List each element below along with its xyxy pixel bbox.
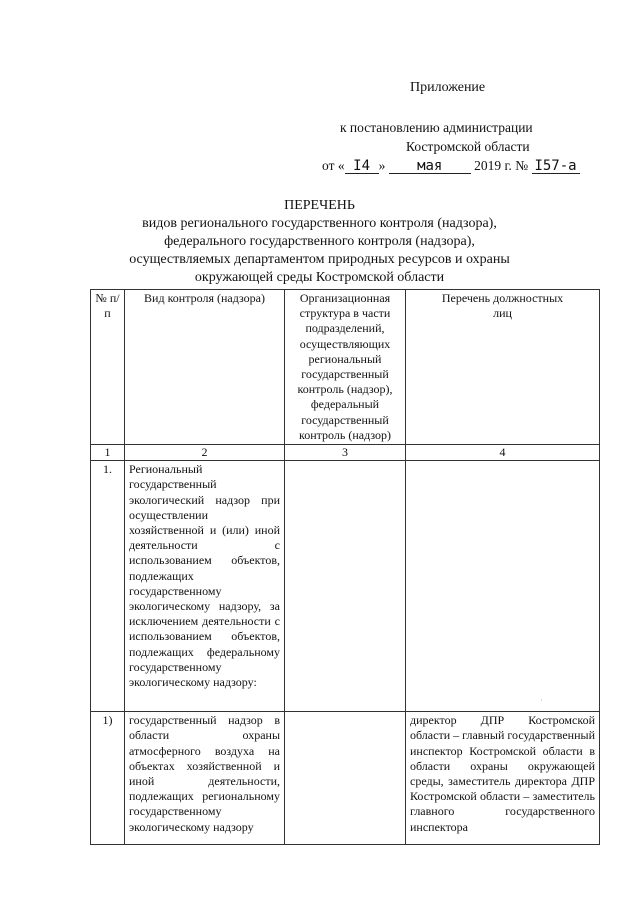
column-number-4: 4 <box>406 445 600 461</box>
row-officials <box>406 461 600 712</box>
row-officials: директор ДПР Костромской области – главный государственный инспектор Костромской области в области охраны окружающей среды, заместитель директора ДПР Костромской области – заместитель главного государственного инспектора <box>406 712 600 845</box>
row-number: 1) <box>91 712 125 845</box>
document-subtitle-line4: окружающей среды Костромской области <box>194 270 445 285</box>
resolution-date-line <box>322 158 580 174</box>
date-day-close: » <box>378 158 386 173</box>
document-subtitle-line3: осуществляемых департаментом природных ресурсов и охраны <box>129 252 510 267</box>
column-number-3: 3 <box>285 445 406 461</box>
row-control-type: государственный надзор в области охраны атмосферного воздуха на объектах хозяйственной и иной деятельности, подлежащих региональному государственному экологическому надзору <box>125 712 285 845</box>
table-numbering-row <box>91 445 600 461</box>
row-structure <box>285 461 406 712</box>
document-subtitle-line1: видов регионального государственного контроля (надзора), <box>142 216 497 231</box>
resolution-number: I57-а <box>532 159 580 174</box>
row-structure <box>285 712 406 845</box>
date-day: I4 <box>345 159 379 174</box>
column-number-2: 2 <box>125 445 285 461</box>
region-name: Костромской области <box>406 139 530 154</box>
date-month: мая <box>389 159 471 174</box>
column-number-1: 1 <box>91 445 125 461</box>
scan-speck: · <box>540 696 543 705</box>
document-subtitle-line2: федерального государственного контроля (надзора), <box>164 234 475 249</box>
column-header-type: Вид контроля (надзора) <box>125 290 285 445</box>
column-header-number: № п/п <box>91 290 125 445</box>
control-types-table <box>90 289 600 845</box>
table-row <box>91 712 600 845</box>
date-year: 2019 г. № <box>474 158 529 173</box>
table-header-row <box>91 290 600 445</box>
appendix-title: Приложение <box>410 80 486 95</box>
row-control-type: Региональный государственный экологический надзор при осуществлении хозяйственной и (или) иной деятельности с использованием объектов, подлежащих государственному экологическому надзору, за исключением деятельности с использованием объектов, подлежащих федеральному государственному экологическому надзору: <box>125 461 285 712</box>
row-number: 1. <box>91 461 125 712</box>
column-header-officials: Перечень должностных лиц <box>406 290 600 445</box>
resolution-reference: к постановлению администрации <box>340 120 533 135</box>
date-prefix: от « <box>322 158 345 173</box>
table-row <box>91 461 600 712</box>
column-header-structure: Организационная структура в части подразделений, осуществляющих региональный государственный контроль (надзор), федеральный государственный контроль (надзор) <box>285 290 406 445</box>
document-title: ПЕРЕЧЕНЬ <box>284 198 355 213</box>
